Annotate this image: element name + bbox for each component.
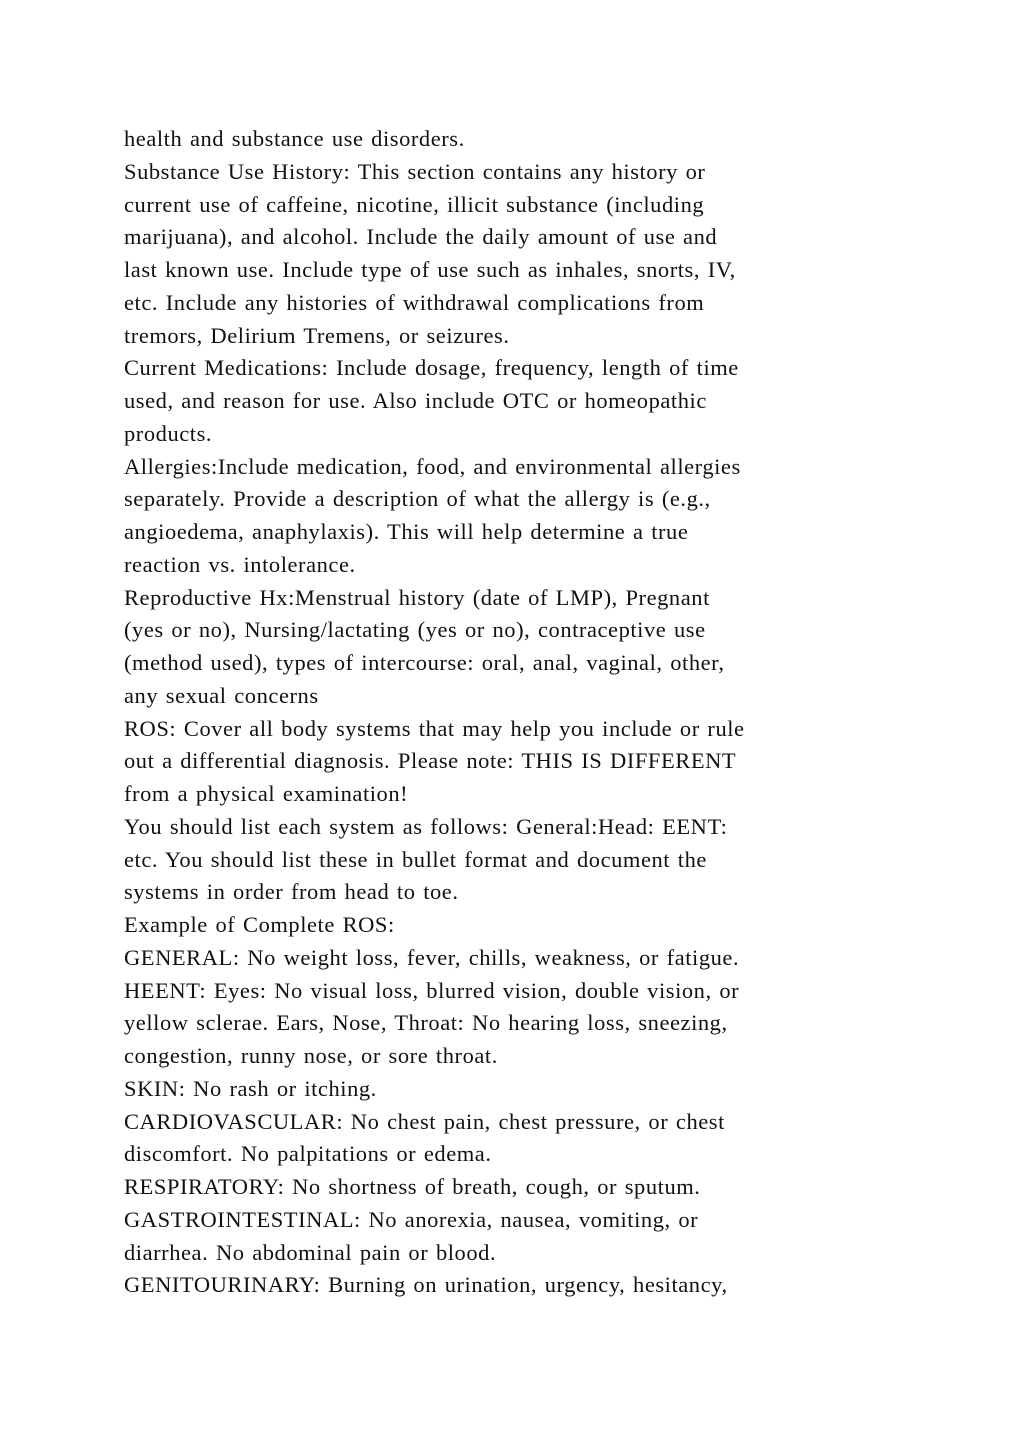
text-line: You should list each system as follows: General:Head: EENT:	[124, 813, 728, 839]
text-line: current use of caffeine, nicotine, illicit substance (including	[124, 191, 705, 217]
text-line: RESPIRATORY: No shortness of breath, cough, or sputum.	[124, 1174, 701, 1199]
document-body	[124, 123, 904, 1302]
text-line: from a physical examination!	[124, 781, 409, 806]
text-line: diarrhea. No abdominal pain or blood.	[124, 1239, 497, 1265]
text-line: GENITOURINARY: Burning on urination, urgency, hesitancy,	[124, 1272, 728, 1298]
text-line: used, and reason for use. Also include OTC or homeopathic	[124, 388, 707, 413]
text-line: angioedema, anaphylaxis). This will help determine a true	[124, 519, 689, 544]
text-line: products.	[124, 420, 213, 446]
text-line: Example of Complete ROS:	[124, 912, 395, 937]
text-line: GASTROINTESTINAL: No anorexia, nausea, vomiting, or	[124, 1206, 699, 1232]
text-line: systems in order from head to toe.	[124, 879, 459, 905]
text-line: discomfort. No palpitations or edema.	[124, 1141, 492, 1167]
text-line: Reproductive Hx:Menstrual history (date of LMP), Pregnant	[124, 584, 710, 610]
text-line: health and substance use disorders.	[124, 126, 465, 151]
text-line: SKIN: No rash or itching.	[124, 1075, 377, 1101]
text-line: yellow sclerae. Ears, Nose, Throat: No hearing loss, sneezing,	[124, 1010, 728, 1036]
text-line: last known use. Include type of use such as inhales, snorts, IV,	[124, 257, 736, 282]
text-line: reaction vs. intolerance.	[124, 551, 356, 577]
text-line: congestion, runny nose, or sore throat.	[124, 1043, 498, 1068]
text-line: CARDIOVASCULAR: No chest pain, chest pressure, or chest	[124, 1108, 725, 1134]
text-line: out a differential diagnosis. Please note: THIS IS DIFFERENT	[124, 748, 737, 774]
text-line: HEENT: Eyes: No visual loss, blurred vision, double vision, or	[124, 977, 740, 1003]
text-line: etc. Include any histories of withdrawal complications from	[124, 289, 705, 315]
text-line: GENERAL: No weight loss, fever, chills, weakness, or fatigue.	[124, 944, 740, 970]
text-line: (yes or no), Nursing/lactating (yes or no), contraceptive use	[124, 617, 706, 643]
text-line: any sexual concerns	[124, 682, 319, 708]
text-line: Allergies:Include medication, food, and environmental allergies	[124, 453, 741, 479]
text-line: tremors, Delirium Tremens, or seizures.	[124, 322, 510, 348]
text-line: marijuana), and alcohol. Include the daily amount of use and	[124, 224, 718, 250]
text-line: separately. Provide a description of what the allergy is (e.g.,	[124, 486, 711, 512]
text-line: etc. You should list these in bullet format and document the	[124, 846, 707, 872]
text-line: Current Medications: Include dosage, frequency, length of time	[124, 355, 739, 381]
text-line: Substance Use History: This section contains any history or	[124, 158, 706, 184]
text-line: (method used), types of intercourse: oral, anal, vaginal, other,	[124, 650, 725, 675]
text-line: ROS: Cover all body systems that may help you include or rule	[124, 715, 745, 741]
